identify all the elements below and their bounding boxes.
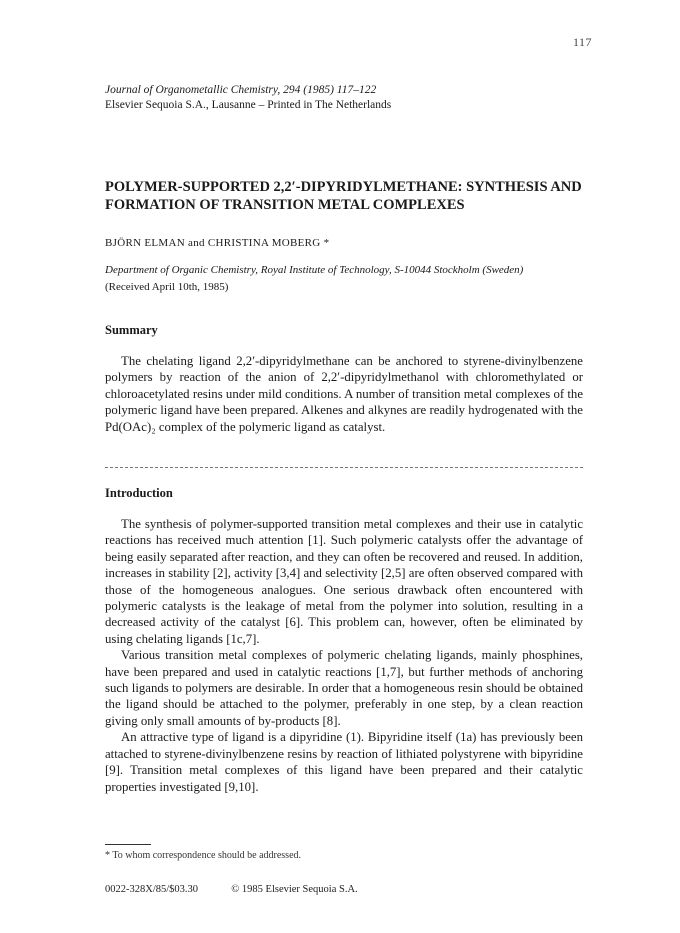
article-title — [105, 179, 605, 214]
intro-paragraph-3: An attractive type of ligand is a dipyridine (1). Bipyridine itself (1a) has previously been attached to styrene-divinylbenzene resins by reaction of lithiated polystyrene with bipyridine [9]. Transition metal complexes of this ligand have been prepared and their catalytic properties investigated [9,10]. — [105, 730, 583, 794]
summary-text — [105, 353, 583, 435]
journal-citation — [105, 83, 391, 112]
received-date: (Received April 10th, 1985) — [105, 281, 229, 293]
publisher-line: Elsevier Sequoia S.A., Lausanne – Printed in The Netherlands — [105, 98, 392, 111]
introduction-text — [105, 516, 583, 795]
section-divider — [105, 467, 583, 468]
title-line-2: FORMATION OF TRANSITION METAL COMPLEXES — [105, 196, 465, 213]
introduction-heading: Introduction — [105, 486, 173, 500]
affiliation: Department of Organic Chemistry, Royal Institute of Technology, S-10044 Stockholm (Sweden) — [105, 264, 524, 276]
summary-heading: Summary — [105, 323, 158, 337]
journal-reference: Journal of Organometallic Chemistry, 294 (1985) 117–122 — [105, 84, 377, 96]
page-number: 117 — [572, 35, 592, 49]
summary-paragraph: The chelating ligand 2,2′-dipyridylmethane can be anchored to styrene-divinylbenzene polymers by reaction of the anion of 2,2′-dipyridylmethanol with chloromethylated or chloroacetylated resins under mild conditions. A number of transition metal complexes of the polymeric ligand have been prepared. Alkenes and alkynes are readily hydrogenated with the Pd(OAc)₂ complex of the polymeric ligand as catalyst. — [105, 354, 583, 434]
copyright: © 1985 Elsevier Sequoia S.A. — [231, 884, 358, 895]
footnote: * To whom correspondence should be addressed. — [105, 850, 302, 861]
footnote-rule — [105, 844, 151, 845]
intro-paragraph-1: The synthesis of polymer-supported transition metal complexes and their use in catalytic reactions has received much attention [1]. Such polymeric catalysts offer the advantage of being easily separated after reaction, and they can often be recovered and reused. In addition, increases in stability [2], activity [3,4] and selectivity [2,5] are often observed compared with those of the homogeneous analogues. One serious drawback often encountered with polymeric catalysts is the leakage of metal from the polymer into solution, resulting in a decreased activity of the catalyst [6]. This problem can, however, often be eliminated by using chelating ligands [1c,7]. — [105, 517, 583, 646]
intro-paragraph-2: Various transition metal complexes of polymeric chelating ligands, mainly phosphines, have been prepared and used in catalytic reactions [1,7], but further methods of anchoring such ligands to polymers are desirable. In order that a homogeneous resin should be obtained the ligand should be attached to the polymer, preferably in one step, by a clean reaction giving only small amounts of by-products [8]. — [105, 648, 583, 728]
article-code: 0022-328X/85/$03.30 — [105, 884, 199, 895]
title-line-1: POLYMER-SUPPORTED 2,2′-DIPYRIDYLMETHANE: SYNTHESIS AND — [105, 179, 582, 195]
authors: BJÖRN ELMAN and CHRISTINA MOBERG * — [105, 237, 330, 249]
copyright-line — [105, 884, 358, 895]
